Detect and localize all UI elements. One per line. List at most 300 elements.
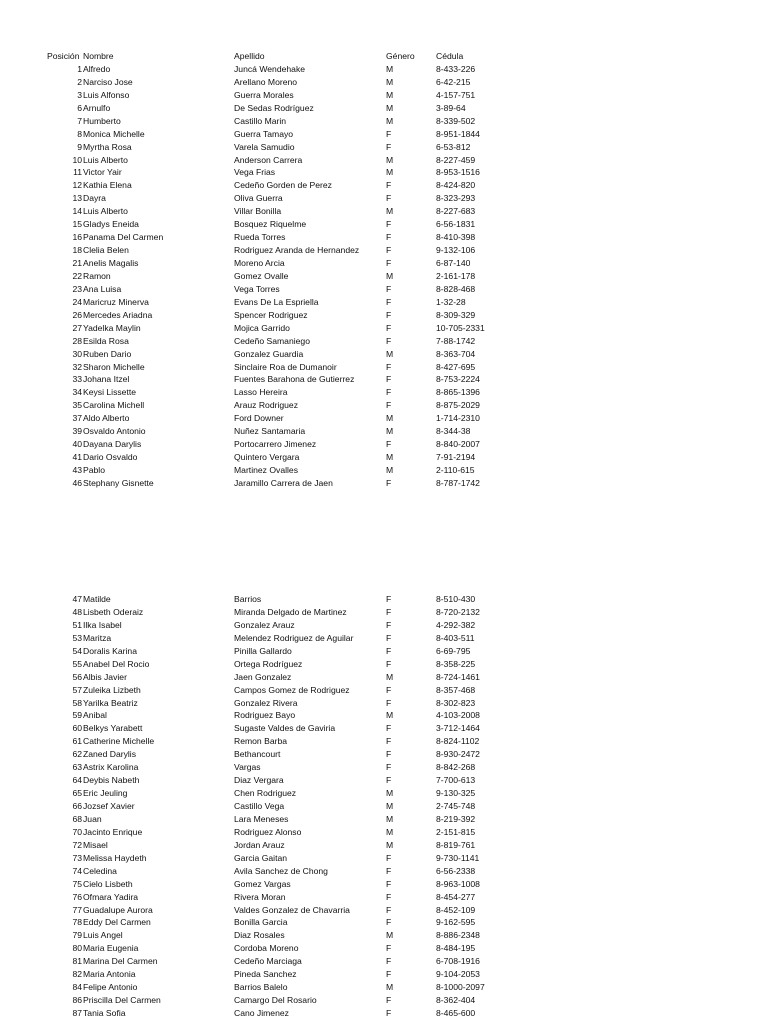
genero-cell: F	[386, 141, 392, 152]
apellido-cell: Sugaste Valdes de Gaviria	[234, 723, 336, 734]
cedula-cell: 6-42-215	[436, 76, 471, 87]
header-posicion: Posición	[47, 51, 80, 61]
cedula-cell: 8-828-468	[436, 283, 476, 294]
nombre-cell: Belkys Yarabett	[83, 723, 143, 734]
table-row	[0, 231, 768, 244]
apellido-cell: Cano Jimenez	[234, 1008, 289, 1018]
cedula-cell: 2-110-615	[436, 465, 475, 475]
apellido-cell: Valdes Gonzalez de Chavarria	[234, 904, 350, 915]
posicion-cell: 48	[72, 606, 82, 617]
posicion-cell: 7	[77, 115, 82, 126]
nombre-cell: Esilda Rosa	[83, 335, 129, 346]
cedula-cell: 8-951-1844	[436, 128, 480, 139]
table-row	[0, 141, 768, 154]
genero-cell: F	[386, 943, 392, 954]
posicion-cell: 34	[72, 387, 82, 398]
apellido-cell: Mojica Garrido	[234, 322, 290, 333]
table-row	[0, 386, 768, 399]
cedula-cell: 8-323-293	[436, 193, 476, 204]
table-row	[0, 257, 768, 270]
cedula-cell: 8-433-226	[436, 63, 476, 74]
genero-cell: F	[386, 180, 392, 191]
apellido-cell: Varela Samudio	[234, 141, 295, 152]
posicion-cell: 22	[72, 270, 82, 281]
table-row	[0, 166, 768, 179]
posicion-cell: 66	[72, 801, 82, 811]
genero-cell: F	[386, 283, 392, 294]
posicion-cell: 37	[72, 413, 82, 424]
nombre-cell: Clelia Belen	[83, 245, 129, 256]
genero-cell: F	[386, 361, 392, 372]
apellido-cell: Barrios Balelo	[234, 982, 288, 993]
cedula-cell: 8-424-820	[436, 180, 476, 191]
cedula-cell: 8-819-761	[436, 839, 476, 850]
cedula-cell: 1-714-2310	[436, 413, 480, 424]
genero-cell: M	[386, 452, 394, 463]
table-row	[0, 89, 768, 102]
posicion-cell: 26	[72, 309, 82, 320]
apellido-cell: Jordan Arauz	[234, 839, 285, 850]
apellido-cell: Arellano Moreno	[234, 76, 298, 87]
cedula-cell: 7-700-613	[436, 775, 476, 786]
nombre-cell: Cielo Lisbeth	[83, 878, 133, 889]
nombre-cell: Ruben Dario	[83, 348, 132, 359]
nombre-cell: Luis Alfonso	[83, 89, 130, 100]
nombre-cell: Yadelka Maylin	[83, 322, 141, 333]
cedula-cell: 3-712-1464	[436, 723, 480, 734]
genero-cell: M	[386, 813, 394, 824]
header-genero: Género	[386, 51, 415, 61]
cedula-cell: 8-753-2224	[436, 374, 480, 385]
nombre-cell: Yarilka Beatriz	[83, 697, 138, 708]
apellido-cell: Jaen Gonzalez	[234, 671, 292, 682]
apellido-cell: Spencer Rodriguez	[234, 309, 308, 320]
table-row	[0, 244, 768, 257]
genero-cell: F	[386, 193, 392, 204]
table-row	[0, 438, 768, 451]
apellido-cell: Castillo Vega	[234, 801, 285, 811]
nombre-cell: Monica Michelle	[83, 128, 145, 139]
cedula-cell: 8-787-1742	[436, 477, 480, 488]
apellido-cell: Ford Downer	[234, 413, 284, 424]
cedula-cell: 8-452-109	[436, 904, 476, 915]
posicion-cell: 33	[72, 374, 82, 385]
posicion-cell: 65	[72, 788, 82, 799]
table-row	[0, 348, 768, 361]
genero-cell: M	[386, 115, 394, 126]
apellido-cell: Castillo Marin	[234, 115, 287, 126]
posicion-cell: 18	[72, 245, 82, 256]
genero-cell: F	[386, 594, 392, 604]
posicion-cell: 2	[77, 76, 82, 87]
apellido-cell: Cedeño Marciaga	[234, 956, 302, 967]
apellido-cell: Avila Sanchez de Chong	[234, 865, 328, 876]
table-row	[0, 606, 768, 619]
nombre-cell: Eric Jeuling	[83, 788, 128, 799]
genero-cell: M	[386, 102, 394, 113]
apellido-cell: Vega Torres	[234, 283, 280, 294]
apellido-cell: Gonzalez Guardia	[234, 348, 304, 359]
posicion-cell: 39	[72, 426, 82, 437]
cedula-cell: 8-339-502	[436, 115, 476, 126]
posicion-cell: 80	[72, 943, 82, 954]
nombre-cell: Anabel Del Rocio	[83, 658, 150, 669]
nombre-cell: Astrix Karolina	[83, 762, 139, 773]
nombre-cell: Albis Javier	[83, 671, 127, 682]
table-row	[0, 671, 768, 684]
apellido-cell: Gomez Vargas	[234, 878, 291, 889]
nombre-cell: Marina Del Carmen	[83, 956, 158, 967]
posicion-cell: 82	[72, 969, 82, 980]
posicion-cell: 62	[72, 749, 82, 760]
apellido-cell: Melendez Rodriguez de Aguilar	[234, 632, 354, 643]
posicion-cell: 9	[77, 141, 82, 152]
apellido-cell: Guerra Morales	[234, 89, 294, 100]
posicion-cell: 10	[72, 154, 82, 165]
posicion-cell: 58	[72, 697, 82, 708]
apellido-cell: Gomez Ovalle	[234, 270, 289, 281]
genero-cell: F	[386, 619, 392, 630]
cedula-cell: 8-840-2007	[436, 439, 480, 450]
nombre-cell: Luis Alberto	[83, 154, 128, 165]
genero-cell: M	[386, 426, 394, 437]
genero-cell: M	[386, 465, 394, 475]
cedula-cell: 8-865-1396	[436, 387, 480, 398]
genero-cell: F	[386, 852, 392, 863]
genero-cell: M	[386, 671, 394, 682]
table-row	[0, 102, 768, 115]
apellido-cell: Lara Meneses	[234, 813, 289, 824]
cedula-cell: 8-930-2472	[436, 749, 480, 760]
table-row	[0, 283, 768, 296]
nombre-cell: Priscilla Del Carmen	[83, 995, 161, 1006]
posicion-cell: 23	[72, 283, 82, 294]
apellido-cell: Miranda Delgado de Martinez	[234, 606, 347, 617]
nombre-cell: Aldo Alberto	[83, 413, 130, 424]
posicion-cell: 64	[72, 775, 82, 786]
genero-cell: F	[386, 969, 392, 980]
apellido-cell: Rivera Moran	[234, 891, 286, 902]
nombre-cell: Dario Osvaldo	[83, 452, 138, 463]
genero-cell: M	[386, 76, 394, 87]
posicion-cell: 72	[72, 839, 82, 850]
genero-cell: F	[386, 995, 392, 1006]
header-nombre: Nombre	[83, 51, 114, 61]
genero-cell: F	[386, 219, 392, 230]
table-row	[0, 942, 768, 955]
table-row	[0, 128, 768, 141]
apellido-cell: Moreno Arcia	[234, 258, 285, 268]
posicion-cell: 3	[77, 89, 82, 100]
apellido-cell: Cedeño Samaniego	[234, 335, 310, 346]
posicion-cell: 1	[77, 63, 82, 74]
nombre-cell: Lisbeth Oderaiz	[83, 606, 144, 617]
apellido-cell: Pineda Sanchez	[234, 969, 297, 980]
posicion-cell: 57	[72, 684, 82, 695]
nombre-cell: Guadalupe Aurora	[83, 904, 153, 915]
genero-cell: F	[386, 477, 392, 488]
table-row	[0, 399, 768, 412]
apellido-cell: Bosquez Riquelme	[234, 219, 307, 230]
cedula-cell: 8-309-329	[436, 309, 476, 320]
table-row	[0, 981, 768, 994]
table-row	[0, 709, 768, 722]
cedula-cell: 8-454-277	[436, 891, 476, 902]
table-row	[0, 852, 768, 865]
nombre-cell: Jozsef Xavier	[83, 801, 135, 811]
cedula-cell: 9-132-106	[436, 245, 476, 256]
nombre-cell: Panama Del Carmen	[83, 232, 164, 243]
table-row	[0, 787, 768, 800]
table-row	[0, 218, 768, 231]
table-row	[0, 412, 768, 425]
nombre-cell: Kathia Elena	[83, 180, 132, 191]
apellido-cell: Villar Bonilla	[234, 206, 282, 217]
genero-cell: M	[386, 348, 394, 359]
genero-cell: F	[386, 1008, 392, 1018]
genero-cell: F	[386, 606, 392, 617]
nombre-cell: Maricruz Minerva	[83, 296, 149, 307]
posicion-cell: 14	[72, 206, 82, 217]
cedula-cell: 4-292-382	[436, 619, 476, 630]
apellido-cell: Pinilla Gallardo	[234, 645, 292, 656]
nombre-cell: Zaned Darylis	[83, 749, 137, 760]
posicion-cell: 11	[73, 167, 82, 178]
table-row	[0, 658, 768, 671]
posicion-cell: 54	[72, 645, 82, 656]
cedula-cell: 8-302-823	[436, 697, 476, 708]
table-row	[0, 619, 768, 632]
posicion-cell: 68	[72, 813, 82, 824]
header-apellido: Apellido	[234, 51, 265, 61]
nombre-cell: Humberto	[83, 115, 121, 126]
posicion-cell: 6	[77, 102, 82, 113]
table-row	[0, 800, 768, 813]
posicion-cell: 56	[72, 671, 82, 682]
apellido-cell: Remon Barba	[234, 736, 288, 747]
table-row	[0, 722, 768, 735]
table-row	[0, 192, 768, 205]
cedula-cell: 2-745-748	[436, 801, 476, 811]
posicion-cell: 55	[72, 658, 82, 669]
genero-cell: F	[386, 322, 392, 333]
apellido-cell: Chen Rodriguez	[234, 788, 297, 799]
genero-cell: F	[386, 697, 392, 708]
cedula-cell: 8-1000-2097	[436, 982, 485, 993]
nombre-cell: Anibal	[83, 710, 107, 721]
cedula-cell: 8-953-1516	[436, 167, 480, 178]
genero-cell: M	[386, 413, 394, 424]
genero-cell: F	[386, 878, 392, 889]
cedula-cell: 8-358-225	[436, 658, 476, 669]
nombre-cell: Maria Antonia	[83, 969, 136, 980]
nombre-cell: Pablo	[83, 465, 105, 475]
apellido-cell: Bethancourt	[234, 749, 281, 760]
cedula-cell: 8-362-404	[436, 995, 476, 1006]
nombre-cell: Arnulfo	[83, 102, 111, 113]
apellido-cell: Garcia Gaitan	[234, 852, 288, 863]
cedula-cell: 8-484-195	[436, 943, 476, 954]
genero-cell: F	[386, 956, 392, 967]
cedula-cell: 8-720-2132	[436, 606, 480, 617]
genero-cell: F	[386, 258, 392, 268]
genero-cell: F	[386, 439, 392, 450]
cedula-cell: 8-886-2348	[436, 930, 480, 941]
posicion-cell: 41	[72, 452, 82, 463]
genero-cell: M	[386, 89, 394, 100]
genero-cell: F	[386, 775, 392, 786]
nombre-cell: Osvaldo Antonio	[83, 426, 146, 437]
genero-cell: F	[386, 917, 392, 928]
table-row	[0, 451, 768, 464]
posicion-cell: 12	[72, 180, 82, 191]
table-row	[0, 735, 768, 748]
genero-cell: M	[386, 167, 394, 178]
apellido-cell: Martinez Ovalles	[234, 465, 298, 475]
posicion-cell: 75	[72, 878, 82, 889]
posicion-cell: 76	[72, 891, 82, 902]
posicion-cell: 15	[72, 219, 82, 230]
cedula-cell: 9-104-2053	[436, 969, 480, 980]
genero-cell: F	[386, 904, 392, 915]
apellido-cell: Sinclaire Roa de Dumanoir	[234, 361, 337, 372]
nombre-cell: Maritza	[83, 632, 112, 643]
apellido-cell: Gonzalez Rivera	[234, 697, 298, 708]
apellido-cell: Diaz Rosales	[234, 930, 285, 941]
posicion-cell: 13	[72, 193, 82, 204]
apellido-cell: Anderson Carrera	[234, 154, 303, 165]
apellido-cell: Rodriguez Alonso	[234, 826, 302, 837]
apellido-cell: Arauz Rodriguez	[234, 400, 299, 411]
genero-cell: M	[386, 982, 394, 993]
cedula-cell: 3-89-64	[436, 102, 466, 113]
table-row	[0, 477, 768, 490]
nombre-cell: Jacinto Enrique	[83, 826, 143, 837]
cedula-cell: 8-724-1461	[436, 671, 480, 682]
table-row	[0, 994, 768, 1007]
apellido-cell: Camargo Del Rosario	[234, 995, 317, 1006]
genero-cell: F	[386, 309, 392, 320]
posicion-cell: 46	[72, 477, 82, 488]
nombre-cell: Zuleika Lizbeth	[83, 684, 141, 695]
apellido-cell: Juncá Wendehake	[234, 63, 306, 74]
table-row	[0, 748, 768, 761]
table-row	[0, 968, 768, 981]
genero-cell: F	[386, 632, 392, 643]
cedula-cell: 4-157-751	[436, 89, 476, 100]
posicion-cell: 77	[72, 904, 82, 915]
apellido-cell: Portocarrero Jimenez	[234, 439, 317, 450]
table-row	[0, 154, 768, 167]
genero-cell: F	[386, 762, 392, 773]
apellido-cell: Nuñez Santamaria	[234, 426, 306, 437]
genero-cell: F	[386, 891, 392, 902]
cedula-cell: 8-842-268	[436, 762, 476, 773]
apellido-cell: Oliva Guerra	[234, 193, 283, 204]
genero-cell: F	[386, 245, 392, 256]
nombre-cell: Stephany Gisnette	[83, 477, 154, 488]
posicion-cell: 27	[72, 322, 82, 333]
nombre-cell: Ofmara Yadira	[83, 891, 139, 902]
nombre-cell: Luis Angel	[83, 930, 123, 941]
posicion-cell: 63	[72, 762, 82, 773]
table-row	[0, 361, 768, 374]
cedula-cell: 8-227-683	[436, 206, 476, 217]
table-row	[0, 335, 768, 348]
apellido-cell: Guerra Tamayo	[234, 128, 294, 139]
nombre-cell: Melissa Haydeth	[83, 852, 147, 863]
cedula-cell: 8-227-459	[436, 154, 476, 165]
apellido-cell: Cedeño Gorden de Perez	[234, 180, 332, 191]
table-row	[0, 76, 768, 89]
table-row	[0, 813, 768, 826]
genero-cell: F	[386, 736, 392, 747]
cedula-cell: 8-410-398	[436, 232, 476, 243]
table-body-part-2	[0, 593, 768, 1020]
nombre-cell: Gladys Eneida	[83, 219, 139, 230]
posicion-cell: 16	[72, 232, 82, 243]
genero-cell: F	[386, 684, 392, 695]
table-row	[0, 697, 768, 710]
table-row	[0, 270, 768, 283]
nombre-cell: Dayra	[83, 193, 106, 204]
cedula-cell: 8-510-430	[436, 594, 476, 604]
table-row	[0, 916, 768, 929]
nombre-cell: Mercedes Ariadna	[83, 309, 153, 320]
posicion-cell: 24	[72, 296, 82, 307]
genero-cell: M	[386, 710, 394, 721]
apellido-cell: Vargas	[234, 762, 261, 773]
posicion-cell: 30	[72, 348, 82, 359]
cedula-cell: 4-103-2008	[436, 710, 480, 721]
genero-cell: M	[386, 930, 394, 941]
genero-cell: M	[386, 154, 394, 165]
genero-cell: M	[386, 788, 394, 799]
posicion-cell: 87	[72, 1008, 82, 1018]
nombre-cell: Sharon Michelle	[83, 361, 145, 372]
cedula-cell: 9-162-595	[436, 917, 476, 928]
table-row	[0, 826, 768, 839]
genero-cell: F	[386, 232, 392, 243]
header-cedula: Cédula	[436, 51, 464, 61]
table-row	[0, 878, 768, 891]
apellido-cell: Diaz Vergara	[234, 775, 284, 786]
genero-cell: F	[386, 749, 392, 760]
nombre-cell: Ana Luisa	[83, 283, 122, 294]
table-header-row	[0, 50, 768, 63]
apellido-cell: Barrios	[234, 594, 262, 604]
posicion-cell: 73	[72, 852, 82, 863]
table-row	[0, 322, 768, 335]
apellido-cell: Rueda Torres	[234, 232, 286, 243]
cedula-cell: 8-344-38	[436, 426, 471, 437]
apellido-cell: Ortega Rodríguez	[234, 658, 303, 669]
cedula-cell: 8-219-392	[436, 813, 476, 824]
cedula-cell: 10-705-2331	[436, 322, 485, 333]
nombre-cell: Deybis Nabeth	[83, 775, 140, 786]
nombre-cell: Misael	[83, 839, 108, 850]
posicion-cell: 8	[77, 128, 82, 139]
table-row	[0, 425, 768, 438]
table-row	[0, 955, 768, 968]
cedula-cell: 7-91-2194	[436, 452, 476, 463]
cedula-cell: 9-730-1141	[436, 852, 480, 863]
posicion-cell: 53	[72, 632, 82, 643]
apellido-cell: Bonilla Garcia	[234, 917, 288, 928]
posicion-cell: 59	[72, 710, 82, 721]
posicion-cell: 60	[72, 723, 82, 734]
nombre-cell: Celedina	[83, 865, 117, 876]
